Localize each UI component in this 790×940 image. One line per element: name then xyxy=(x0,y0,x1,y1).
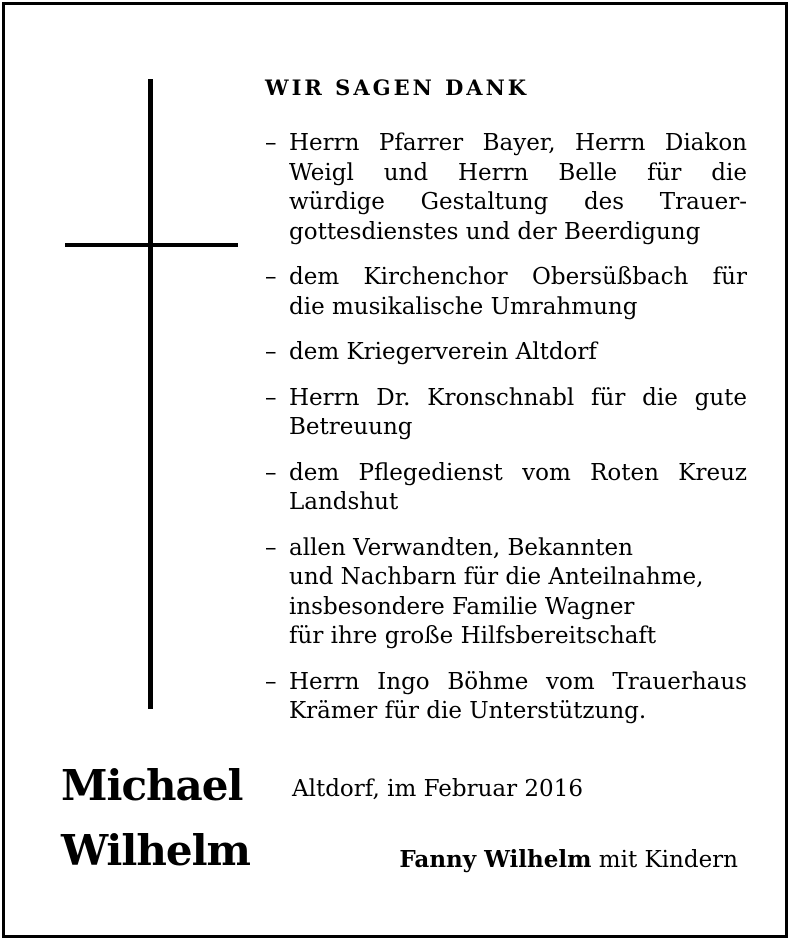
item-line: für ihre große Hilfsbereitschaft xyxy=(289,623,657,649)
deceased-last-name: Wilhelm xyxy=(61,826,250,875)
item-line: Weigl und Herrn Belle für die xyxy=(289,159,747,186)
thanks-item-3 xyxy=(265,338,747,368)
thanks-item-5 xyxy=(265,459,747,518)
deceased-first-name: Michael xyxy=(61,761,243,810)
thanks-item-6 xyxy=(265,534,747,652)
signer-suffix: mit Kindern xyxy=(598,847,738,873)
thanks-heading: WIR SAGEN DANK xyxy=(265,75,530,100)
item-line: Herrn Pfarrer Bayer, Herrn Diakon xyxy=(289,130,747,156)
dash-mark: – xyxy=(265,339,277,365)
cross-horizontal-bar xyxy=(65,243,238,247)
item-line: Herrn Dr. Kronschnabl für die gute xyxy=(289,384,747,411)
dash-mark: – xyxy=(265,534,277,561)
signature-line xyxy=(399,848,738,872)
obituary-notice xyxy=(2,2,788,938)
thanks-item-4 xyxy=(265,384,747,443)
item-line: die musikalische Umrahmung xyxy=(289,293,638,320)
dash-mark: – xyxy=(265,384,277,411)
item-line: allen Verwandten, Bekannten xyxy=(289,534,633,561)
dash-mark: – xyxy=(265,130,277,156)
thanks-item-1 xyxy=(265,129,747,247)
item-line: dem Kriegerverein Altdorf xyxy=(289,339,597,365)
item-line: würdige Gestaltung des Trauer- xyxy=(289,189,747,215)
dash-mark: – xyxy=(265,668,277,695)
item-line: gottesdienstes und der Beerdigung xyxy=(289,218,701,245)
item-line: Betreuung xyxy=(289,414,413,440)
dash-mark: – xyxy=(265,459,277,486)
thanks-list xyxy=(265,129,747,743)
thanks-item-2 xyxy=(265,263,747,322)
cross-vertical-bar xyxy=(148,79,153,709)
item-line: und Nachbarn für die Anteilnahme, xyxy=(289,564,704,590)
item-line: insbesondere Familie Wagner xyxy=(289,593,635,620)
item-line: dem Pflegedienst vom Roten Kreuz xyxy=(289,459,747,486)
item-line: Krämer für die Unterstützung. xyxy=(289,698,647,724)
dash-mark: – xyxy=(265,264,277,290)
thanks-item-7 xyxy=(265,668,747,727)
signer-name: Fanny Wilhelm xyxy=(399,846,592,873)
place-and-date: Altdorf, im Februar 2016 xyxy=(292,776,583,802)
item-line: dem Kirchenchor Obersüßbach für xyxy=(289,264,747,290)
item-line: Landshut xyxy=(289,489,399,515)
item-line: Herrn Ingo Böhme vom Trauerhaus xyxy=(289,668,747,695)
